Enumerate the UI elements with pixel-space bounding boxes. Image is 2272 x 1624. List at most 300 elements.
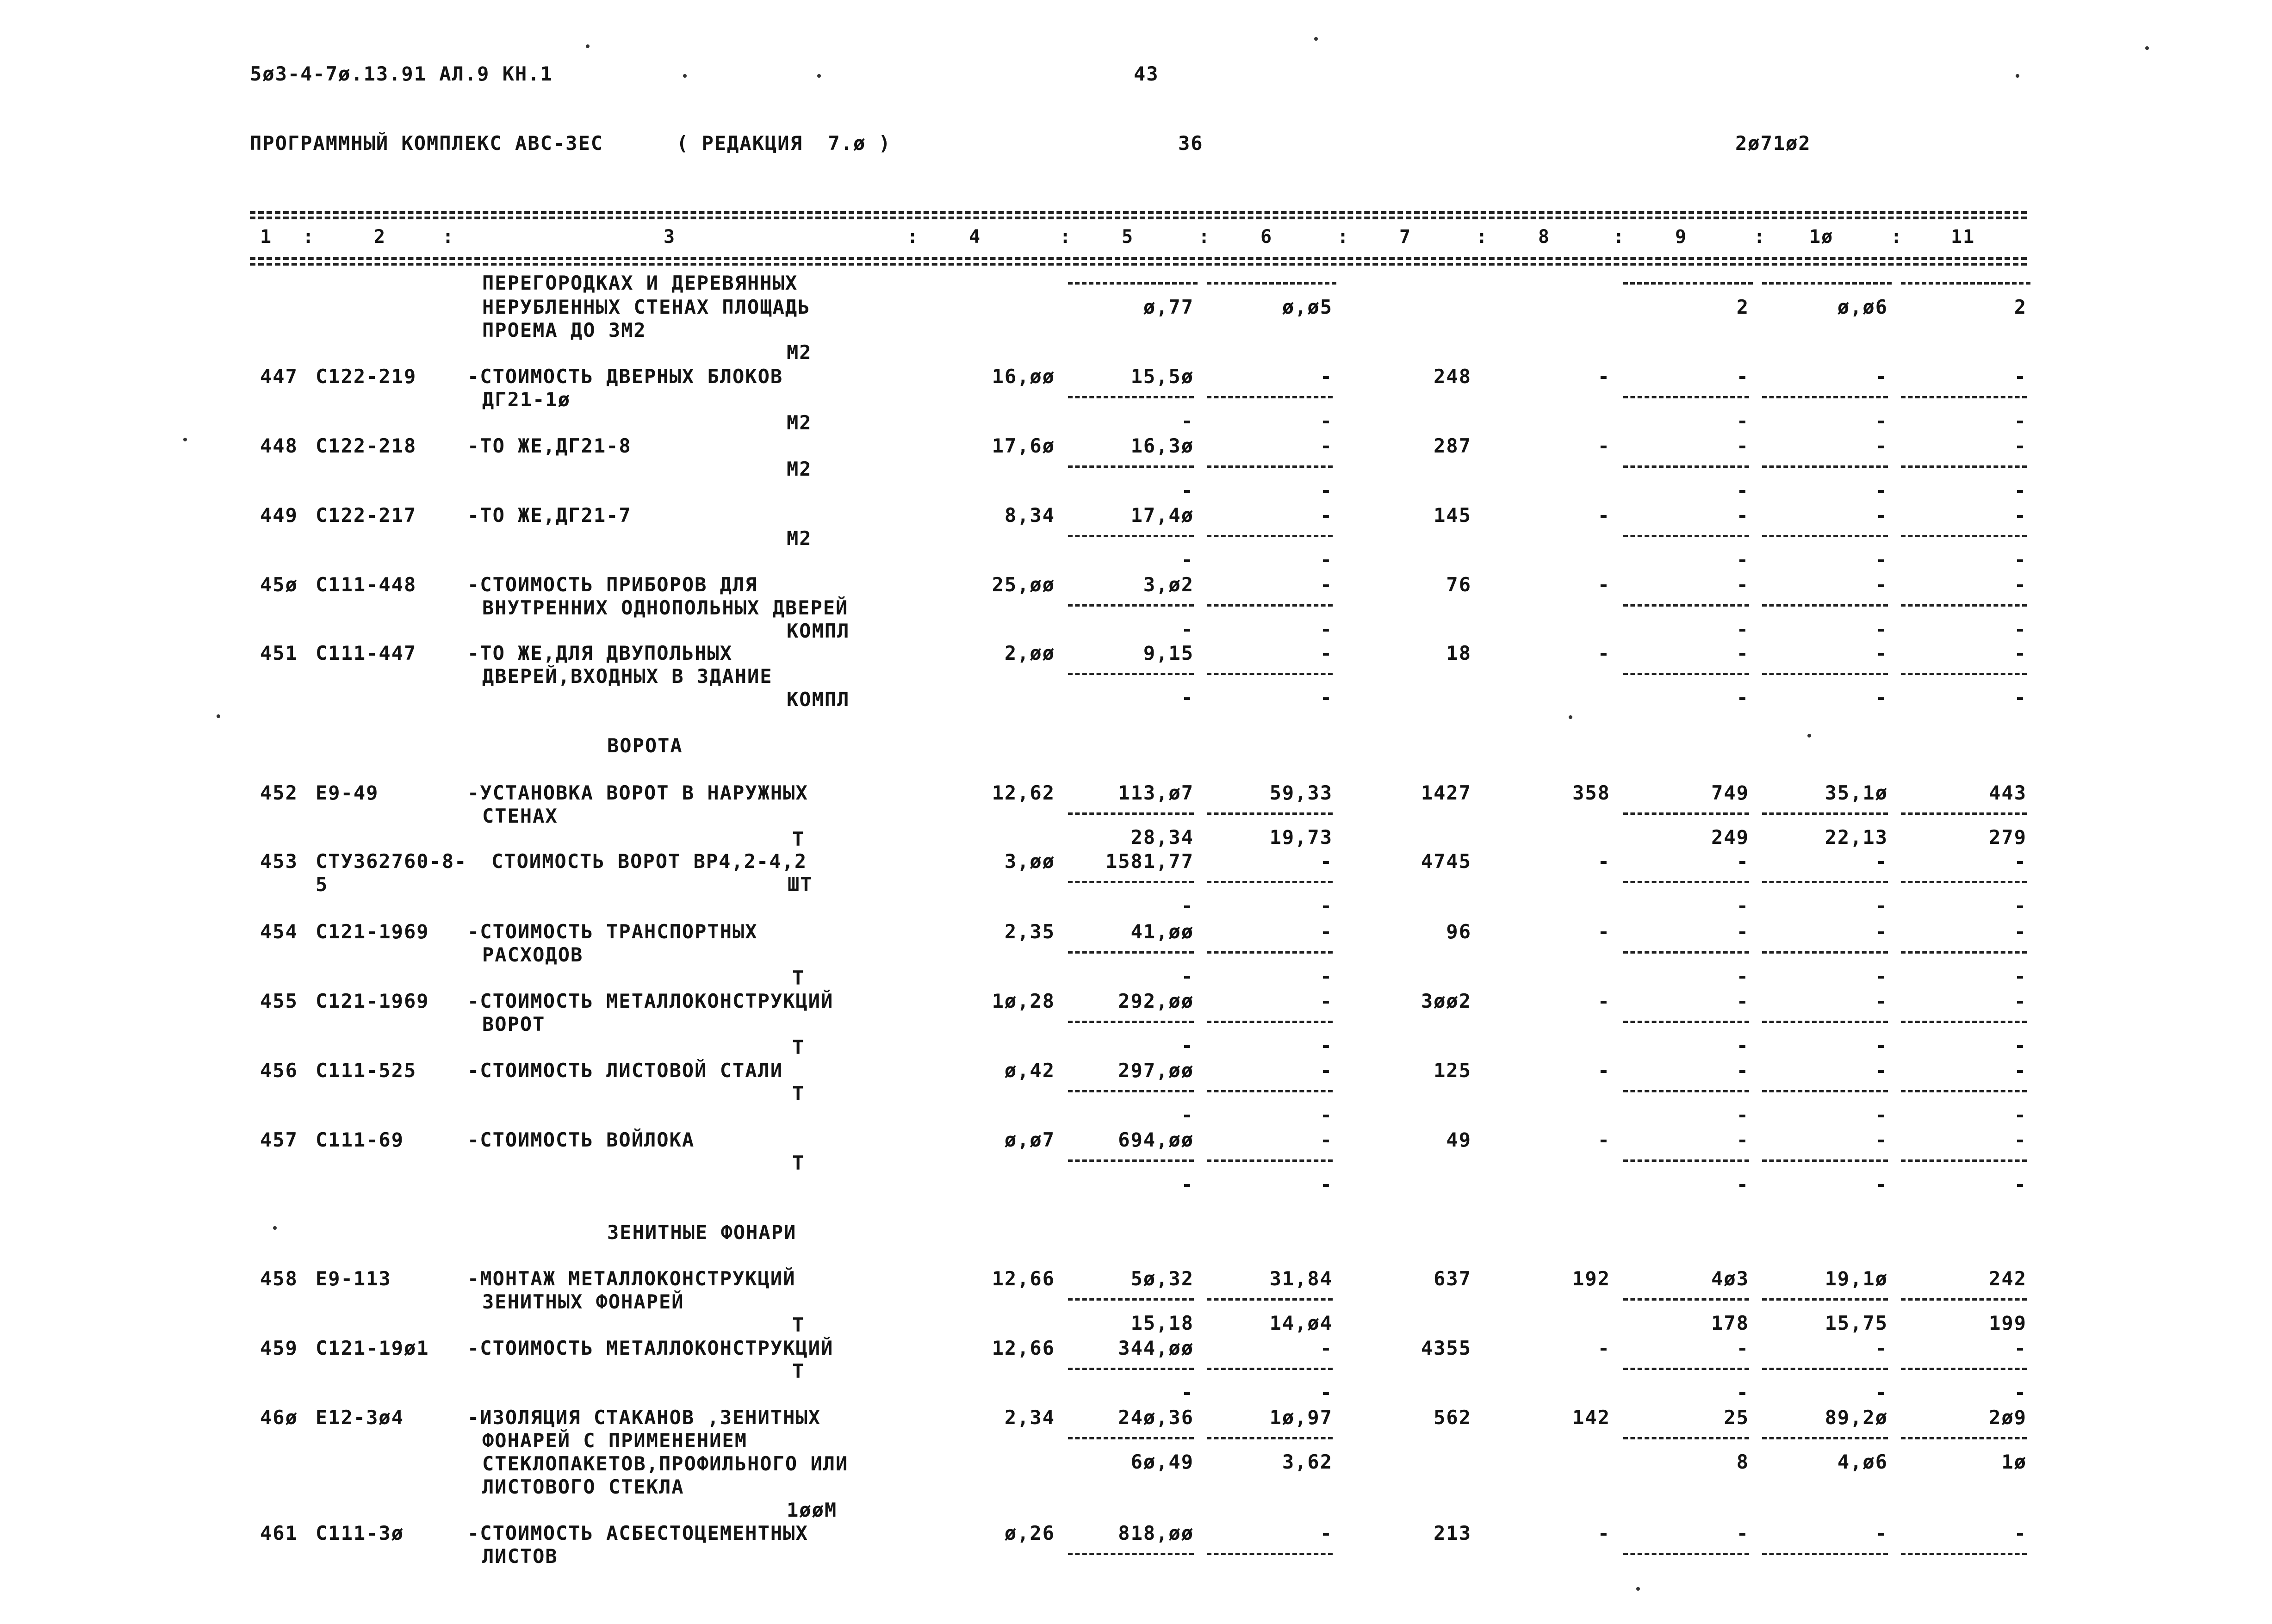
col-2-header: 2: [374, 226, 386, 248]
secondary-value-c11: -: [2014, 409, 2027, 432]
row-number: 46ø: [260, 1406, 298, 1429]
dash-rule: [1068, 951, 1194, 954]
value-c11: -: [2014, 1128, 2027, 1151]
value-c6: -: [1320, 1059, 1333, 1082]
item-unit: М2: [787, 458, 812, 480]
row-number: 452: [260, 781, 298, 804]
value-c8: -: [1597, 920, 1610, 943]
value-c6: -: [1320, 434, 1333, 457]
item-text-line: ДВЕРЕЙ,ВХОДНЫХ В ЗДАНИЕ: [482, 665, 773, 688]
value-c9: -: [1736, 1337, 1749, 1359]
value-c7: 76: [1446, 573, 1471, 596]
program-edition: ( РЕДАКЦИЯ 7.ø ): [677, 132, 891, 155]
row-code: С121-1969: [316, 920, 429, 943]
secondary-value-c11: -: [2014, 548, 2027, 571]
value-c9: -: [1736, 990, 1749, 1012]
col-9-header: 9: [1675, 226, 1688, 248]
dash-rule: [1068, 1553, 1194, 1555]
value-c8: -: [1597, 1522, 1610, 1544]
item-text-line: -ТО ЖЕ,ДГ21-8: [467, 434, 632, 457]
scan-speck: [273, 1226, 277, 1230]
secondary-value-c11: -: [2014, 894, 2027, 917]
item-text-line: -СТОИМОСТЬ АСБЕСТОЦЕМЕНТНЫХ: [467, 1522, 808, 1544]
value-c8: -: [1597, 1337, 1610, 1359]
dash-rule: [1623, 465, 1749, 468]
secondary-value-c6: -: [1320, 1034, 1333, 1057]
dash-rule: [1901, 604, 2027, 607]
value-c8: -: [1597, 434, 1610, 457]
value-c6: -: [1320, 1337, 1333, 1359]
dash-rule: [1762, 535, 1888, 537]
value-c8: -: [1597, 850, 1610, 873]
scan-speck: [817, 74, 821, 78]
header-rule-bottom2: [250, 263, 2027, 266]
scan-speck: [1636, 1587, 1640, 1591]
row-number: 449: [260, 504, 298, 527]
dash-rule: [1623, 604, 1749, 607]
value-c5: 41,øø: [1130, 920, 1194, 943]
dash-rule: [1068, 673, 1194, 675]
secondary-value-c5: 6ø,49: [1130, 1450, 1194, 1473]
value-c8: -: [1597, 504, 1610, 527]
item-unit: М2: [787, 527, 812, 550]
value-c6: -: [1320, 504, 1333, 527]
row-number: 451: [260, 642, 298, 664]
value-c4: 2,øø: [1004, 642, 1055, 664]
secondary-value-c9: -: [1736, 1381, 1749, 1404]
value-c11: -: [2014, 504, 2027, 527]
row-number: 453: [260, 850, 298, 873]
secondary-value-c10: -: [1875, 894, 1888, 917]
item-text-line: ДГ21-1ø: [482, 388, 571, 411]
secondary-value-c5: -: [1181, 618, 1194, 640]
value-c7: 145: [1434, 504, 1471, 527]
dash-rule: [1623, 1159, 1749, 1162]
value-c5: 1581,77: [1105, 850, 1194, 873]
secondary-value-c5: -: [1181, 894, 1194, 917]
secondary-value-c10: -: [1875, 409, 1888, 432]
page-number: 43: [1134, 62, 1159, 85]
value-c5: 3,ø2: [1143, 573, 1194, 596]
value-c8: -: [1597, 990, 1610, 1012]
secondary-value-c11: -: [2014, 1034, 2027, 1057]
value-c6: 1ø,97: [1269, 1406, 1333, 1429]
value-c4: 16,øø: [992, 365, 1055, 388]
col-1-header: 1: [260, 226, 273, 248]
item-text-line: -СТОИМОСТЬ ЛИСТОВОЙ СТАЛИ: [467, 1059, 783, 1082]
value-c4: 2,35: [1004, 920, 1055, 943]
dash-rule: [1762, 673, 1888, 675]
dash-rule: [1901, 1437, 2027, 1439]
item-unit: Т: [792, 1360, 805, 1382]
dash-rule: [1901, 396, 2027, 398]
secondary-value-c9: -: [1736, 1173, 1749, 1196]
col-5-header: 5: [1122, 226, 1134, 248]
value-c4: 12,66: [992, 1337, 1055, 1359]
secondary-value-c5: -: [1181, 548, 1194, 571]
section-title-gates: ВОРОТА: [607, 734, 683, 757]
item-text-line: РАСХОДОВ: [482, 943, 584, 966]
secondary-value-c5: -: [1181, 1034, 1194, 1057]
value-c5: 16,3ø: [1130, 434, 1194, 457]
value-c10: -: [1875, 1337, 1888, 1359]
dash-rule: [1068, 465, 1194, 468]
secondary-value-c11: 1ø: [2001, 1450, 2027, 1473]
value-c5: 9,15: [1143, 642, 1194, 664]
dash-rule: [1762, 282, 1892, 285]
value-c11: 242: [1989, 1267, 2027, 1290]
value-c7: 125: [1434, 1059, 1471, 1082]
dash-rule: [1901, 1021, 2027, 1023]
secondary-value-c11: -: [2014, 1381, 2027, 1404]
value-c10: -: [1875, 1522, 1888, 1544]
scan-speck: [1314, 37, 1318, 41]
col-4-header: 4: [969, 226, 981, 248]
item-unit: М2: [787, 411, 812, 434]
value-c9: -: [1736, 1522, 1749, 1544]
row-code-continued: 5: [316, 873, 329, 896]
value-c6: -: [1320, 920, 1333, 943]
value-c7: 1427: [1421, 781, 1471, 804]
value-c6: 59,33: [1269, 781, 1333, 804]
row-number: 447: [260, 365, 298, 388]
item-text-line: СТЕКЛОПАКЕТОВ,ПРОФИЛЬНОГО ИЛИ: [482, 1452, 849, 1475]
row-number: 458: [260, 1267, 298, 1290]
value-c11: -: [2014, 365, 2027, 388]
secondary-value-c11: -: [2014, 1103, 2027, 1126]
value-c4: 3,øø: [1004, 850, 1055, 873]
dash-rule: [1068, 535, 1194, 537]
item-text-line: -СТОИМОСТЬ МЕТАЛЛОКОНСТРУКЦИЙ: [467, 1337, 834, 1359]
dash-rule: [1901, 1368, 2027, 1370]
value-c10: -: [1875, 504, 1888, 527]
value-c10: -: [1875, 365, 1888, 388]
dash-rule: [1762, 604, 1888, 607]
header-rule-top2: [250, 217, 2027, 219]
col-sep: :: [303, 226, 315, 248]
secondary-value-c9: -: [1736, 686, 1749, 709]
dash-rule: [1901, 465, 2027, 468]
dash-rule: [1207, 812, 1333, 815]
value-c9: -: [1736, 365, 1749, 388]
value-c4: 17,6ø: [992, 434, 1055, 457]
program-name: ПРОГРАММНЫЙ КОМПЛЕКС АВС-ЗЕС: [250, 132, 604, 155]
value-c4: 25,øø: [992, 573, 1055, 596]
row-number: 448: [260, 434, 298, 457]
value-c11: -: [2014, 1337, 2027, 1359]
value-c6: -: [1320, 1128, 1333, 1151]
value-c7: 96: [1446, 920, 1471, 943]
secondary-value-c6: -: [1320, 548, 1333, 571]
dash-rule: [1623, 1553, 1749, 1555]
item-text-line: ЗЕНИТНЫХ ФОНАРЕЙ: [482, 1290, 684, 1313]
secondary-value-c6: -: [1320, 965, 1333, 987]
item-text-line: СТЕНАХ: [482, 805, 558, 827]
value-c10: -: [1875, 990, 1888, 1012]
dash-rule: [1762, 951, 1888, 954]
item-unit: КОМПЛ: [787, 620, 850, 642]
dash-rule: [1623, 282, 1753, 285]
value-c8: -: [1597, 365, 1610, 388]
doc-reference: 5ø3-4-7ø.13.91 АЛ.9 КН.1: [250, 62, 553, 85]
row-code: Е12-3ø4: [316, 1406, 404, 1429]
dash-rule: [1207, 396, 1333, 398]
value-c8: 358: [1572, 781, 1610, 804]
item-text-line: ВНУТРЕННИХ ОДНОПОЛЬНЫХ ДВЕРЕЙ: [482, 596, 849, 619]
value-c10: 35,1ø: [1825, 781, 1888, 804]
value-c5: 297,øø: [1118, 1059, 1194, 1082]
scan-speck: [683, 74, 687, 78]
value-c4: ø,ø7: [1004, 1128, 1055, 1151]
secondary-value-c5: 15,18: [1130, 1312, 1194, 1334]
item-unit: КОМПЛ: [787, 688, 850, 711]
value-c5: 694,øø: [1118, 1128, 1194, 1151]
value-c10: 89,2ø: [1825, 1406, 1888, 1429]
dash-rule: [1901, 951, 2027, 954]
value-c8: -: [1597, 1128, 1610, 1151]
secondary-value-c10: -: [1875, 1173, 1888, 1196]
dash-rule: [1207, 1159, 1333, 1162]
secondary-value-c9: -: [1736, 1103, 1749, 1126]
dash-rule: [1901, 1090, 2027, 1092]
value-c7: 4355: [1421, 1337, 1471, 1359]
item-text-line: -ТО ЖЕ,ДГ21-7: [467, 504, 632, 527]
dash-rule: [1623, 1298, 1749, 1301]
item-text-line: -СТОИМОСТЬ МЕТАЛЛОКОНСТРУКЦИЙ: [467, 990, 834, 1012]
value-c10: -: [1875, 920, 1888, 943]
value-col10: ø,ø6: [1837, 296, 1888, 318]
row-code: С122-218: [316, 434, 417, 457]
value-c7: 213: [1434, 1522, 1471, 1544]
dash-rule: [1623, 535, 1749, 537]
value-c7: 637: [1434, 1267, 1471, 1290]
row-number: 461: [260, 1522, 298, 1544]
dash-rule: [1068, 881, 1194, 883]
value-c11: -: [2014, 1522, 2027, 1544]
value-c9: 25: [1724, 1406, 1749, 1429]
secondary-value-c6: -: [1320, 409, 1333, 432]
dash-rule: [1068, 1437, 1194, 1439]
dash-rule: [1068, 604, 1194, 607]
value-c9: -: [1736, 573, 1749, 596]
secondary-value-c11: -: [2014, 686, 2027, 709]
value-c8: 142: [1572, 1406, 1610, 1429]
value-c4: 12,66: [992, 1267, 1055, 1290]
secondary-value-c5: -: [1181, 479, 1194, 502]
value-c11: -: [2014, 1059, 2027, 1082]
item-text-line: ФОНАРЕЙ С ПРИМЕНЕНИЕМ: [482, 1429, 748, 1452]
dash-rule: [1068, 1159, 1194, 1162]
dash-rule: [1623, 673, 1749, 675]
value-c6: -: [1320, 1522, 1333, 1544]
value-c6: -: [1320, 365, 1333, 388]
secondary-value-c6: -: [1320, 618, 1333, 640]
dash-rule: [1207, 1368, 1333, 1370]
dash-rule: [1901, 673, 2027, 675]
item-text-line: -МОНТАЖ МЕТАЛЛОКОНСТРУКЦИЙ: [467, 1267, 796, 1290]
secondary-value-c10: -: [1875, 965, 1888, 987]
item-text-line: ПРОЕМА ДО 3М2: [482, 319, 646, 341]
item-unit: М2: [787, 341, 812, 364]
value-c9: -: [1736, 1128, 1749, 1151]
secondary-value-c10: -: [1875, 686, 1888, 709]
row-code: С111-3ø: [316, 1522, 404, 1544]
secondary-value-c11: -: [2014, 965, 2027, 987]
dash-rule: [1762, 1159, 1888, 1162]
col-6-header: 6: [1260, 226, 1273, 248]
secondary-value-c5: -: [1181, 409, 1194, 432]
value-c5: 17,4ø: [1130, 504, 1194, 527]
value-c8: -: [1597, 573, 1610, 596]
secondary-value-c6: -: [1320, 894, 1333, 917]
col-7-header: 7: [1399, 226, 1412, 248]
item-unit: Т: [792, 967, 805, 989]
value-c10: -: [1875, 434, 1888, 457]
document-code: 2ø71ø2: [1735, 132, 1811, 155]
item-text-line: СТОИМОСТЬ ВОРОТ ВР4,2-4,2: [491, 850, 807, 873]
item-text-line: ПЕРЕГОРОДКАХ И ДЕРЕВЯННЫХ: [482, 272, 798, 294]
section-title-skylights: ЗЕНИТНЫЕ ФОНАРИ: [607, 1221, 797, 1244]
value-c11: 443: [1989, 781, 2027, 804]
secondary-value-c10: -: [1875, 618, 1888, 640]
value-c4: ø,42: [1004, 1059, 1055, 1082]
header-rule-top: [250, 211, 2027, 214]
scan-speck: [2145, 46, 2149, 50]
value-c10: -: [1875, 573, 1888, 596]
item-unit: Т: [792, 1036, 805, 1059]
value-c9: -: [1736, 850, 1749, 873]
value-col9: 2: [1736, 296, 1749, 318]
row-code: Е9-49: [316, 781, 379, 804]
dash-rule: [1762, 812, 1888, 815]
col-11-header: 11: [1951, 226, 1975, 248]
col-sep: :: [1337, 226, 1350, 248]
dash-rule: [1762, 1437, 1888, 1439]
secondary-value-c5: -: [1181, 1173, 1194, 1196]
row-code: С121-19ø1: [316, 1337, 429, 1359]
value-c7: 3øø2: [1421, 990, 1471, 1012]
value-c5: 15,5ø: [1130, 365, 1194, 388]
value-c5: 5ø,32: [1130, 1267, 1194, 1290]
value-c9: -: [1736, 920, 1749, 943]
value-c6: -: [1320, 642, 1333, 664]
secondary-value-c10: 22,13: [1825, 826, 1888, 849]
secondary-value-c9: -: [1736, 618, 1749, 640]
col-sep: :: [442, 226, 455, 248]
secondary-value-c9: -: [1736, 548, 1749, 571]
secondary-value-c6: 14,ø4: [1269, 1312, 1333, 1334]
secondary-value-c5: -: [1181, 686, 1194, 709]
dash-rule: [1068, 282, 1198, 285]
secondary-value-c10: 4,ø6: [1837, 1450, 1888, 1473]
value-col11: 2: [2014, 296, 2027, 318]
value-c6: -: [1320, 990, 1333, 1012]
secondary-value-c9: -: [1736, 965, 1749, 987]
secondary-value-c10: -: [1875, 1103, 1888, 1126]
dash-rule: [1068, 1090, 1194, 1092]
dash-rule: [1207, 465, 1333, 468]
dash-rule: [1068, 1368, 1194, 1370]
scan-speck: [1569, 715, 1572, 719]
col-sep: :: [1754, 226, 1766, 248]
col-sep: :: [1060, 226, 1072, 248]
secondary-value-c11: -: [2014, 1173, 2027, 1196]
item-text-line: -СТОИМОСТЬ ВОЙЛОКА: [467, 1128, 695, 1151]
item-text-line: ЛИСТОВ: [482, 1545, 558, 1568]
secondary-value-c6: -: [1320, 1381, 1333, 1404]
col-10-header: 1ø: [1809, 226, 1834, 248]
dash-rule: [1623, 1021, 1749, 1023]
dash-rule: [1762, 1090, 1888, 1092]
dash-rule: [1207, 535, 1333, 537]
dash-rule: [1207, 673, 1333, 675]
dash-rule: [1068, 1298, 1194, 1301]
secondary-value-c9: -: [1736, 894, 1749, 917]
item-text-line: -СТОИМОСТЬ ДВЕРНЫХ БЛОКОВ: [467, 365, 783, 388]
row-code: С111-448: [316, 573, 417, 596]
secondary-value-c11: 199: [1989, 1312, 2027, 1334]
value-c7: 248: [1434, 365, 1471, 388]
item-unit: Т: [792, 1314, 805, 1336]
item-text-line: ВОРОТ: [482, 1013, 546, 1035]
value-c6: -: [1320, 850, 1333, 873]
item-unit: Т: [792, 1152, 805, 1174]
value-c11: -: [2014, 642, 2027, 664]
secondary-value-c10: 15,75: [1825, 1312, 1888, 1334]
value-c6: 31,84: [1269, 1267, 1333, 1290]
value-c10: -: [1875, 1128, 1888, 1151]
value-c11: 2ø9: [1989, 1406, 2027, 1429]
value-c4: 1ø,28: [992, 990, 1055, 1012]
secondary-value-c10: -: [1875, 479, 1888, 502]
value-c9: 749: [1711, 781, 1749, 804]
item-text-line: -УСТАНОВКА ВОРОТ В НАРУЖНЫХ: [467, 781, 808, 804]
value-c5: 344,øø: [1118, 1337, 1194, 1359]
dash-rule: [1762, 396, 1888, 398]
row-code: С111-525: [316, 1059, 417, 1082]
value-c4: 12,62: [992, 781, 1055, 804]
value-c7: 4745: [1421, 850, 1471, 873]
secondary-value-c11: 279: [1989, 826, 2027, 849]
dash-rule: [1207, 604, 1333, 607]
value-c11: -: [2014, 850, 2027, 873]
secondary-value-c9: 178: [1711, 1312, 1749, 1334]
row-number: 454: [260, 920, 298, 943]
value-c9: -: [1736, 1059, 1749, 1082]
dash-rule: [1901, 535, 2027, 537]
dash-rule: [1901, 1159, 2027, 1162]
scan-speck: [217, 714, 220, 718]
dash-rule: [1901, 881, 2027, 883]
secondary-value-c5: -: [1181, 965, 1194, 987]
secondary-value-c9: -: [1736, 1034, 1749, 1057]
secondary-value-c9: 249: [1711, 826, 1749, 849]
value-c4: 8,34: [1004, 504, 1055, 527]
dash-rule: [1068, 812, 1194, 815]
scan-speck: [2016, 74, 2019, 78]
secondary-value-c5: -: [1181, 1103, 1194, 1126]
dash-rule: [1762, 1021, 1888, 1023]
value-c11: -: [2014, 573, 2027, 596]
value-c5: 292,øø: [1118, 990, 1194, 1012]
dash-rule: [1901, 812, 2027, 815]
header-rule-bottom: [250, 257, 2027, 260]
dash-rule: [1207, 282, 1336, 285]
row-code: С122-217: [316, 504, 417, 527]
value-col5: ø,77: [1143, 296, 1194, 318]
scan-speck: [183, 438, 187, 441]
value-c9: -: [1736, 642, 1749, 664]
